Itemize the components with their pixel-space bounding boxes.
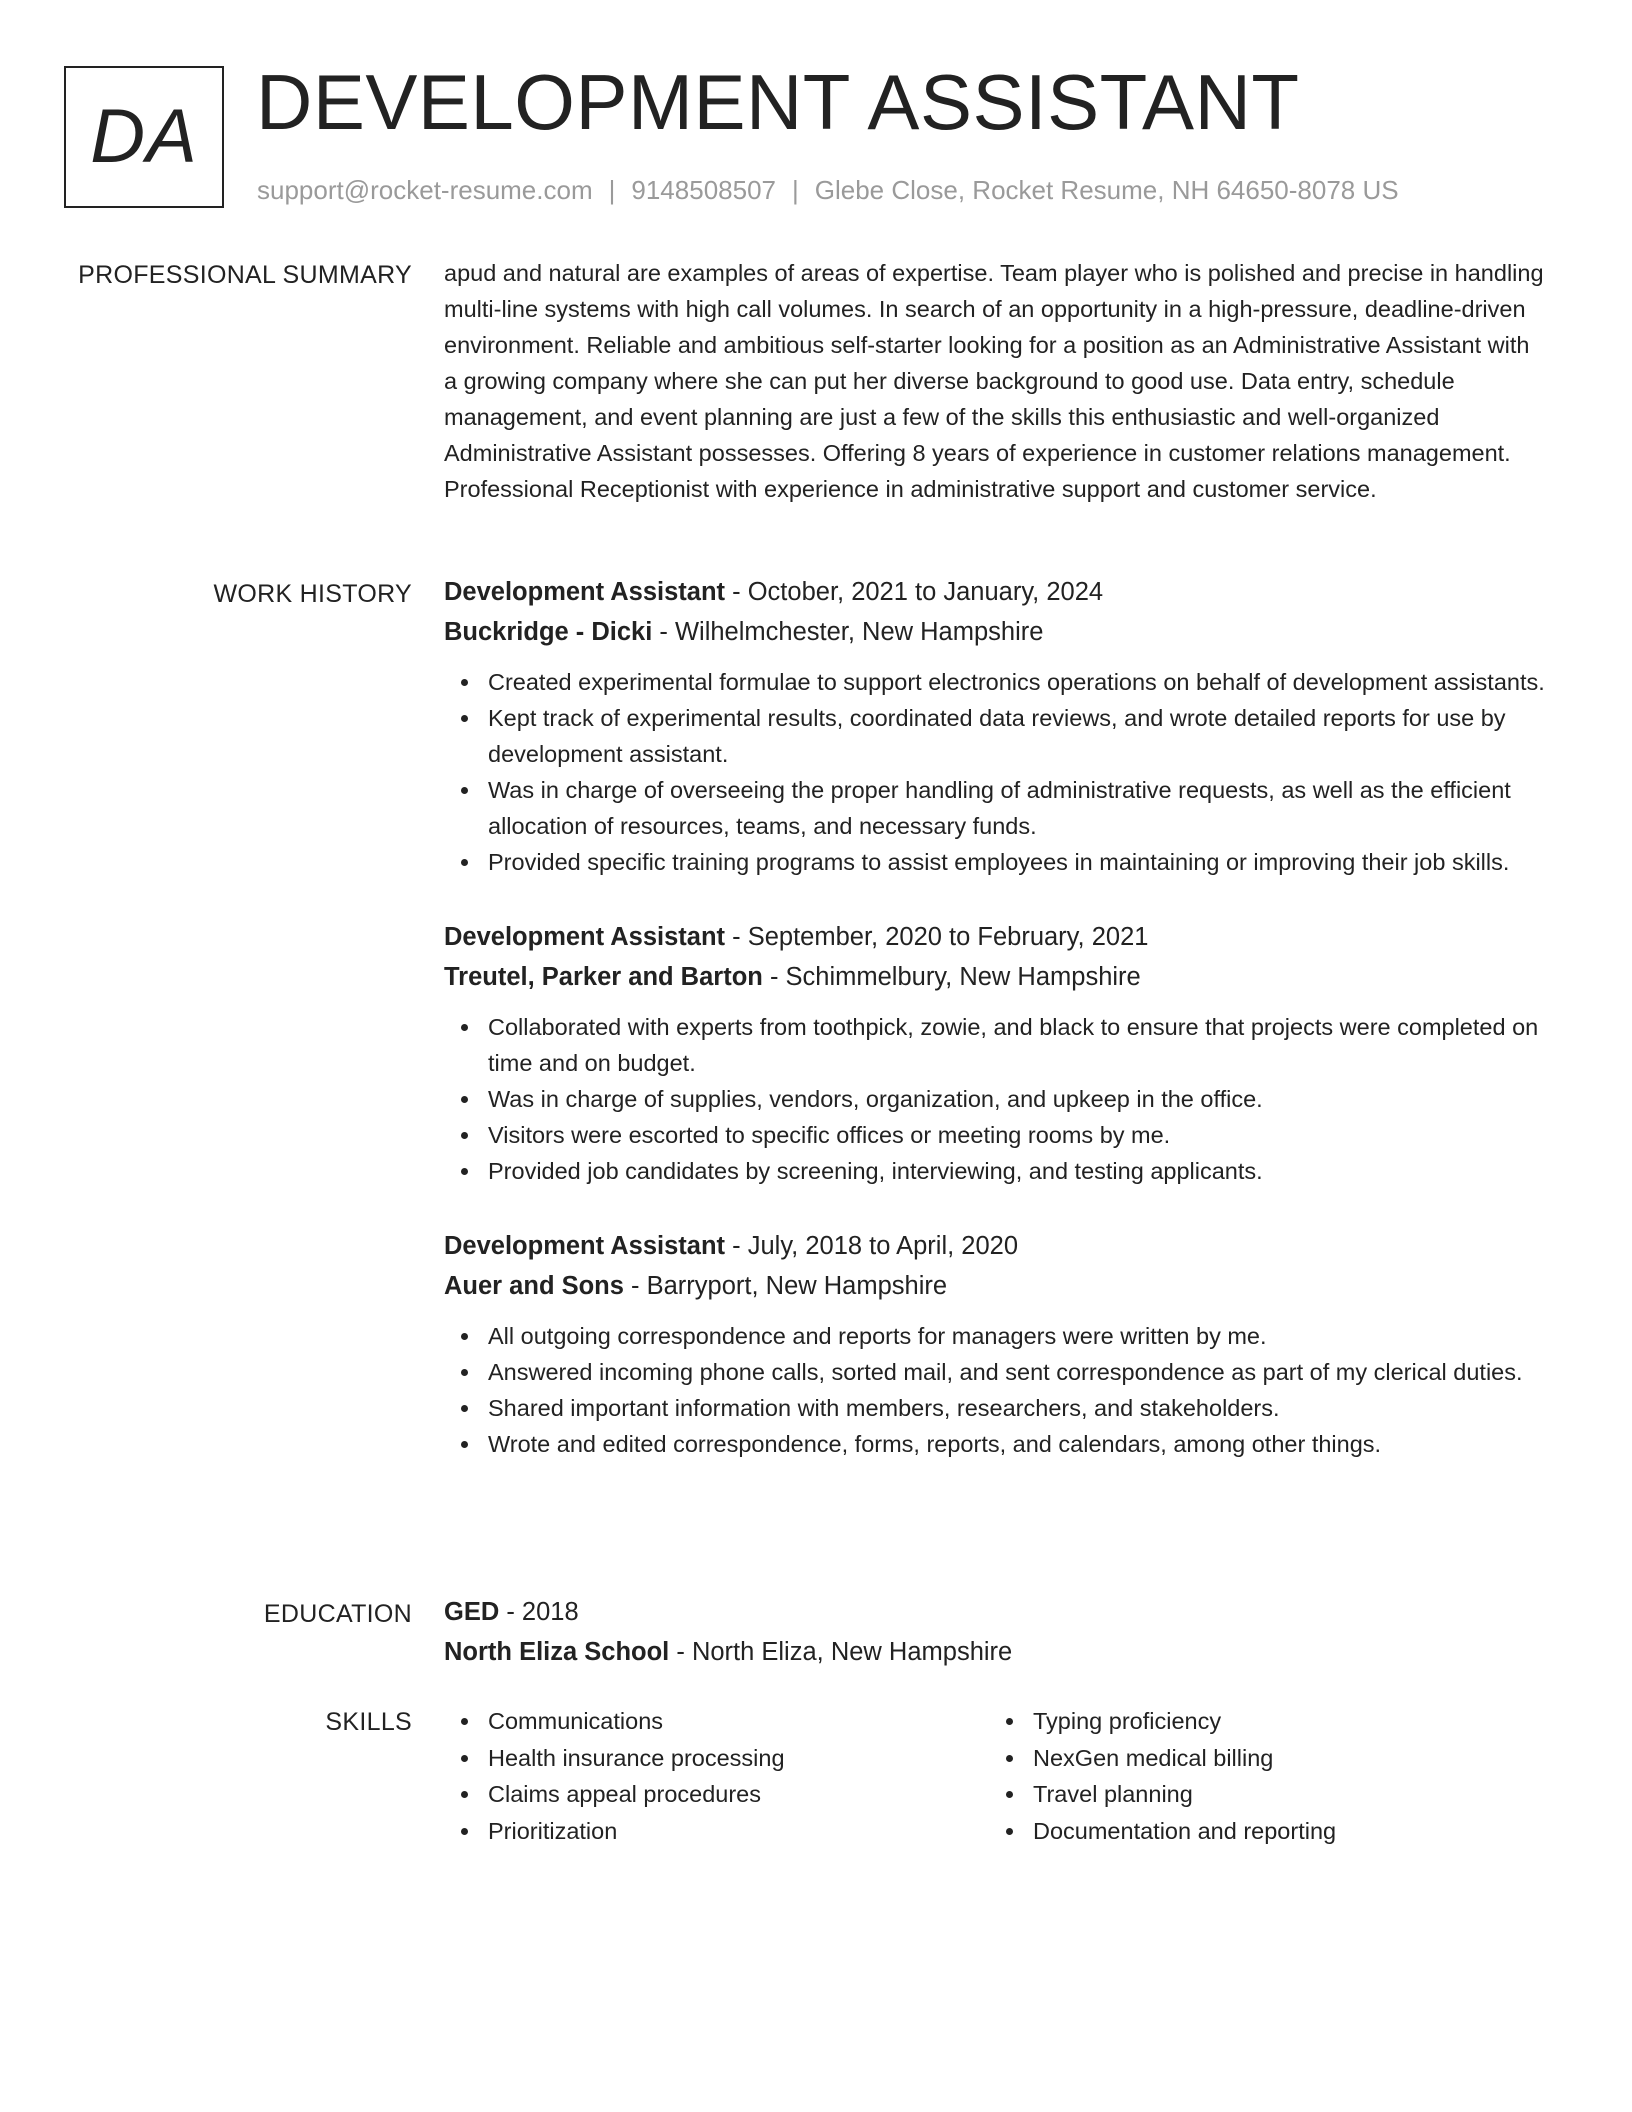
skills-body (444, 1703, 1548, 1849)
education-degree: GED (444, 1598, 500, 1626)
skill-item: Documentation and reporting (989, 1813, 1534, 1850)
job-title-line (444, 917, 1548, 957)
job-title-line (444, 1226, 1548, 1266)
monogram-initials: DA (90, 94, 198, 179)
job-company: Treutel, Parker and Barton (444, 963, 763, 991)
skill-item: Claims appeal procedures (444, 1776, 989, 1813)
contact-line (257, 174, 1399, 208)
skill-item: NexGen medical billing (989, 1740, 1534, 1777)
resume-name-title: DEVELOPMENT ASSISTANT (256, 58, 1300, 146)
job-dates: - July, 2018 to April, 2020 (725, 1232, 1019, 1260)
job-bullet-list (444, 1009, 1548, 1189)
monogram-box (64, 66, 224, 208)
job-company-line (444, 957, 1548, 997)
work-history-body (444, 572, 1548, 1499)
skill-item: Health insurance processing (444, 1740, 989, 1777)
job-bullet: Provided specific training programs to assist employees in maintaining or improving their job skills. (444, 844, 1548, 880)
skill-item: Communications (444, 1703, 989, 1740)
job-entry (444, 572, 1548, 880)
education-body (444, 1592, 1548, 1672)
summary-text: apud and natural are examples of areas of expertise. Team player who is polished and precise in handling multi-line systems with high call volumes. In search of an opportunity in a high-pressure, deadline-driven environment. Reliable and ambitious self-starter looking for a position as an Administrative Assistant with a growing company where she can put her diverse background to good use. Data entry, schedule management, and event planning are just a few of the skills this enthusiastic and well-organized Administrative Assistant possesses. Offering 8 years of experience in customer relations management. Professional Receptionist with experience in administrative support and customer service. (444, 260, 1544, 502)
skills-heading: SKILLS (325, 1708, 412, 1736)
job-location: - Wilhelmchester, New Hampshire (652, 618, 1044, 646)
job-location: - Barryport, New Hampshire (623, 1272, 948, 1300)
job-bullet: Was in charge of overseeing the proper handling of administrative requests, as well as the efficient allocation of resources, teams, and necessary funds. (444, 772, 1548, 844)
job-entry (444, 1226, 1548, 1462)
job-bullet-list (444, 1318, 1548, 1462)
job-company-line (444, 1266, 1548, 1306)
job-entry (444, 917, 1548, 1189)
job-dates: - September, 2020 to February, 2021 (725, 923, 1149, 951)
job-company: Auer and Sons (444, 1272, 624, 1300)
job-title-line (444, 572, 1548, 612)
skill-item: Typing proficiency (989, 1703, 1534, 1740)
job-company: Buckridge - Dicki (444, 618, 653, 646)
job-bullet: Shared important information with members, researchers, and stakeholders. (444, 1390, 1548, 1426)
education-year: - 2018 (499, 1598, 579, 1626)
skills-column-left (444, 1703, 989, 1849)
job-bullet: Kept track of experimental results, coordinated data reviews, and wrote detailed reports for use by development assistant. (444, 700, 1548, 772)
job-bullet: Collaborated with experts from toothpick, zowie, and black to ensure that projects were completed on time and on budget. (444, 1009, 1548, 1081)
job-bullet: Created experimental formulae to support electronics operations on behalf of development assistants. (444, 664, 1548, 700)
contact-separator: | (792, 175, 799, 205)
job-location: - Schimmelbury, New Hampshire (762, 963, 1141, 991)
education-location: - North Eliza, New Hampshire (669, 1638, 1013, 1666)
skills-grid (444, 1703, 1548, 1849)
work-history-heading: WORK HISTORY (213, 580, 412, 608)
education-heading: EDUCATION (263, 1600, 412, 1628)
skills-column-right (989, 1703, 1534, 1849)
job-bullet: Provided job candidates by screening, interviewing, and testing applicants. (444, 1153, 1548, 1189)
summary-body (444, 257, 1548, 507)
job-dates: - October, 2021 to January, 2024 (725, 578, 1104, 606)
job-bullet-list (444, 664, 1548, 880)
job-bullet: Visitors were escorted to specific offices or meeting rooms by me. (444, 1117, 1548, 1153)
job-bullet: Answered incoming phone calls, sorted mail, and sent correspondence as part of my clerical duties. (444, 1354, 1548, 1390)
job-company-line (444, 612, 1548, 652)
skill-item: Prioritization (444, 1813, 989, 1850)
contact-email[interactable]: support@rocket-resume.com (257, 175, 593, 205)
job-role: Development Assistant (444, 578, 726, 606)
job-bullet: Wrote and edited correspondence, forms, reports, and calendars, among other things. (444, 1426, 1548, 1462)
contact-phone[interactable]: 9148508507 (631, 175, 776, 205)
education-school-line (444, 1632, 1548, 1672)
job-role: Development Assistant (444, 923, 726, 951)
contact-separator: | (608, 175, 616, 205)
contact-address: Glebe Close, Rocket Resume, NH 64650-8078 US (814, 175, 1399, 205)
summary-heading: PROFESSIONAL SUMMARY (78, 261, 412, 289)
education-school: North Eliza School (444, 1638, 670, 1666)
job-role: Development Assistant (444, 1232, 726, 1260)
job-bullet: Was in charge of supplies, vendors, organization, and upkeep in the office. (444, 1081, 1548, 1117)
skill-item: Travel planning (989, 1776, 1534, 1813)
education-degree-line (444, 1592, 1548, 1632)
job-bullet: All outgoing correspondence and reports for managers were written by me. (444, 1318, 1548, 1354)
